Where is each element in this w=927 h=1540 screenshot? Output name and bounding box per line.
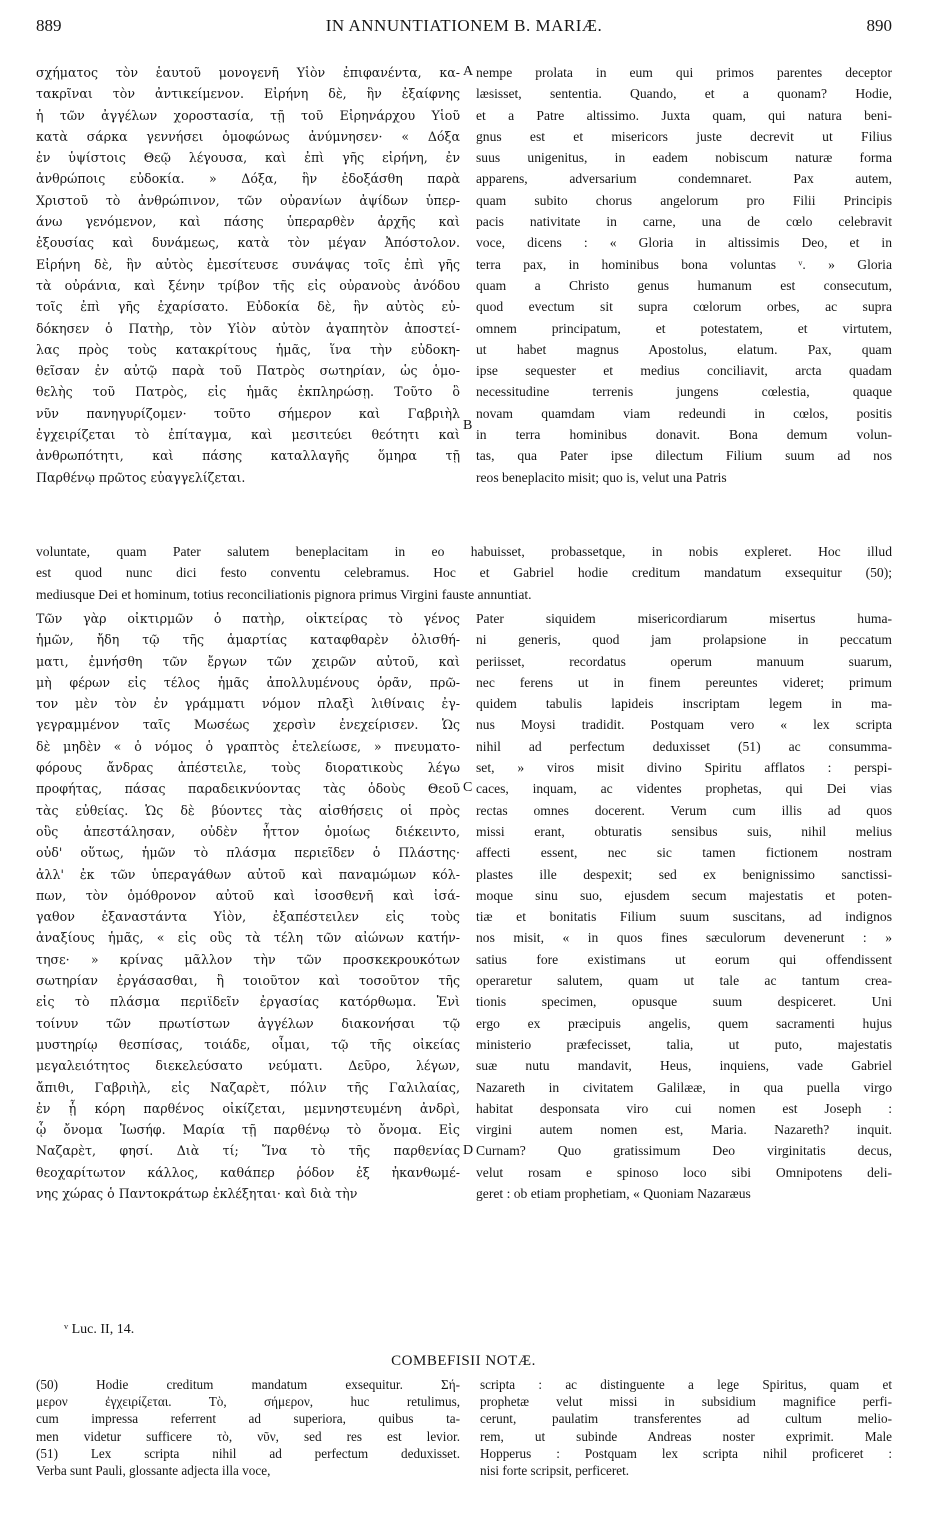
text-line: σχήματος τὸν ἑαυτοῦ μονογενῆ Υἱὸν ἐπιφανέντα, κα- — [36, 65, 460, 80]
text-line: Pater siquidem misericordiarum misertus huma- — [476, 611, 892, 626]
text-line: τησε· » κρίνας μᾶλλον τὴν τῶν προσκεκρουκότων — [36, 951, 460, 967]
text-line: caces, inquam, ac videntes prophetas, qui Dei vias — [476, 781, 892, 797]
text-line: in terra hominibus donavit. Bona demum volun- — [476, 427, 892, 443]
text-line: set, » viros misit divino Spiritu afflatos : perspi- — [476, 760, 892, 776]
text-line: σωτηρίαν ἐργάσασθαι, ἢ τοιοῦτον καὶ τοσοῦτον τῆς — [36, 973, 460, 989]
text-line: novam quamdam viam redeundi in cœlos, positis — [476, 405, 892, 421]
text-line: virgini autem nomen est, Maria. Nazareth? inquit. — [476, 1122, 892, 1138]
text-line: δὲ μηδὲν « ὁ νόμος ὁ γραπτὸς ἐτελείωσε, » πνευματο- — [36, 738, 460, 754]
text-line: μυστηρίῳ θεσπίσας, τοιάδε, οἶμαι, τῷ τῆς οἰκείας — [36, 1036, 460, 1052]
text-line: quod evectum sit supra cœlorum orbes, ac supra — [476, 299, 892, 315]
text-line: plastes ille despexit; sed ex benignissimo sanctissi- — [476, 866, 892, 882]
text-line: est quod nunc dici festo conventu celebramus. Hoc et Gabriel hodie creditum mandatum exsequitur (50); — [36, 565, 892, 581]
text-line: gnus est et misericors juste decrevit ut Filius — [476, 128, 892, 144]
text-line: nisi forte scripsit, perficeret. — [480, 1463, 630, 1479]
text-line: τοῖς ἐπὶ γῆς ἐχαρίσατο. Εὐδοκία δὲ, ἣν αὐτὸς εὐ- — [36, 299, 460, 315]
text-line: prophetæ velut missi in subsidium magnifice perfi- — [480, 1394, 892, 1410]
text-line: cum impressa referrent ad superiora, quibus ta- — [36, 1411, 460, 1427]
running-header — [36, 16, 892, 44]
text-line: Εἰρήνη δὲ, ἣν αὐτὸς ἐμεσίτευσε συνάψας τοῖς ἐπὶ γῆς — [36, 256, 460, 272]
text-line: άνω γενόμενον, καὶ πάσης ὑπεραρθὲν ἀρχῆς καὶ — [36, 214, 460, 230]
text-line: Verba sunt Pauli, glossante adjecta illa voce, — [36, 1463, 271, 1479]
text-line: ergo ex præcipuis angelis, quem sacramenti hujus — [476, 1015, 892, 1031]
text-line: (50) Hodie creditum mandatum exsequitur. Σή- — [36, 1377, 460, 1392]
text-line: πων, τὸν ὁμόθρονον αὐτοῦ καὶ ἰσοσθενῆ καὶ ἰσά- — [36, 887, 460, 903]
margin-letter-b: B — [463, 418, 473, 433]
text-line: μεγαλειότητος διεκελεύσατο νεύματι. Δεῦρο, λέγων, — [36, 1058, 460, 1074]
greek-column-upper — [36, 62, 460, 488]
text-line: tiæ et bonitatis Filium suum suscitans, ad indignos — [476, 909, 892, 925]
text-line: Curnam? Quo gratissimum Deo virginitatis decus, — [476, 1143, 892, 1159]
text-line: voluntate, quam Pater salutem beneplacitam in eo habuisset, probassetque, in nobis expleret. Hoc illud — [36, 544, 892, 559]
text-line: κατὰ σάρκα γεννήσει ὁμοφώνως ἀνύμνησεν· « Δόξα — [36, 128, 460, 144]
text-line: λας πρὸς τοὺς κατακρίτους ἡμᾶς, ἵνα τὴν εὐδοκη- — [36, 341, 460, 357]
text-line: moque sinu suo, ejusdem secum majestatis et poten- — [476, 887, 892, 903]
text-line: μερον ἐγχειρίζεται. Τὸ, σήμερον, huc retulimus, — [36, 1394, 460, 1410]
text-line: necessitudine terrenis jungens cœlestia, quaque — [476, 384, 892, 400]
latin-column-upper — [476, 62, 892, 488]
text-line: οὐδ' οὕτως, ἡμῶν τὸ πλάσμα περιεῖδεν ὁ Πλάστης· — [36, 845, 460, 861]
text-line: reos beneplacito misit; quo is, velut una Patris — [476, 469, 727, 485]
text-line: μὴ φέρων εἰς τέλος ἡμᾶς ἀπολλυμένους ὁρᾶν, πρῶ- — [36, 674, 460, 690]
running-title: IN ANNUNTIATIONEM B. MARIÆ. — [325, 16, 603, 35]
text-line: ᾧ ὄνομα Ἰωσήφ. Μαρία τῇ παρθένῳ τὸ ὄνομα. Εἰς — [36, 1122, 460, 1138]
greek-column-lower — [36, 608, 460, 1204]
text-line: Hopperus : Postquam lex scripta nihil proficeret : — [480, 1445, 892, 1461]
text-line: φόρους ἄνδρας ἀπέστειλε, τοὺς διορατικοὺς λέγω — [36, 760, 460, 776]
text-line: ἡ τῶν ἀγγέλων χοροστασία, τῇ τοῦ Εἰρηνάρχου Υἱοῦ — [36, 107, 460, 123]
notes-column-right — [480, 1376, 892, 1479]
text-line: satius fore existimans ut eorum qui offendissent — [476, 951, 892, 967]
text-line: Τῶν γὰρ οἰκτιρμῶν ὁ πατὴρ, οἰκτείρας τὸ γένος — [36, 611, 460, 626]
text-line: ἀνθρώποις εὐδοκία. » Δόξα, ἣν ἐδοξάσθη παρὰ — [36, 171, 460, 187]
margin-letter-c: C — [463, 780, 473, 795]
page-number-left: 889 — [36, 16, 62, 35]
text-line: periisset, recordatus operum manuum suarum, — [476, 653, 892, 669]
text-line: τοίνυν τῶν πρωτίστων ἀγγέλων διακονήσαι τῷ — [36, 1015, 460, 1031]
text-line: tionis specimen, opusque suum despiceret. Uni — [476, 994, 892, 1010]
text-line: γεγραμμένον ταῖς Μωσέως χερσὶν ἐνεχείρισεν. Ὡς — [36, 717, 460, 733]
text-line: et a Patre altissimo. Juxta quam, qui natura beni- — [476, 107, 892, 123]
text-line: nihil ad perfectum deduxisset (51) ac consumma- — [476, 738, 892, 754]
text-line: operaretur salutem, quam ut tale ac tantum crea- — [476, 973, 892, 989]
latin-column-lower — [476, 608, 892, 1204]
text-line: suæ nutu mandavit, Heus, inquiens, vade Gabriel — [476, 1058, 892, 1074]
text-line: nempe prolata in eum qui primos parentes deceptor — [476, 65, 892, 80]
text-line: Ναζαρὲτ, φησί. Διὰ τί; Ἵνα τὸ τῆς παρθενίας — [36, 1143, 460, 1159]
text-line: Χριστοῦ τὸ ἀνθρώπινον, τῶν οὐρανίων ἀψίδων ὑπερ- — [36, 192, 460, 208]
text-line: γαθον ἐξαναστάντα Υἱὸν, ἐξαπέστειλεν εἰς τοὺς — [36, 909, 460, 925]
text-line: ἐξουσίας καὶ δυνάμεως, κατὰ τὸν μέγαν Ἀπόστολον. — [36, 235, 460, 251]
text-line: τον μὲν τὸν ἐν γράμματι νόμον πλαξὶ λιθίναις ἐγ- — [36, 696, 460, 712]
text-line: εἰς τὸ πλάσμα περιϊδεῖν ἐργασίας κατόρθωμα. Ἑνὶ — [36, 994, 460, 1010]
notes-column-left — [36, 1376, 460, 1479]
text-line: τὰ οὐράνια, καὶ ξένην τρίβον τῆς εἰς οὐρανοὺς ἀνόδου — [36, 277, 460, 293]
text-line: ministerio præfecisset, talia, ut puto, majestatis — [476, 1036, 892, 1052]
text-line: Nazareth in civitatem Galilææ, in qua puella virgo — [476, 1079, 892, 1095]
text-line: προφήτας, πάσας παραδεικνύοντας τὰς ὁδοὺς Θεοῦ — [36, 781, 460, 797]
text-line: omnem principatum, et potestatem, et virtutem, — [476, 320, 892, 336]
text-line: ἀνθρωπότητι, καὶ πάσης καταλλαγῆς ὅμηρα τῇ — [36, 448, 460, 464]
text-line: τὰς εὐθείας. Ὡς δὲ βύοντες τὰς αἰσθήσεις οἱ πρὸς — [36, 802, 460, 818]
text-line: quidem tabulis lapideis inscriptam legem in ma- — [476, 696, 892, 712]
text-line: ἐν ὑψίστοις Θεῷ λέγουσα, καὶ ἐπὶ γῆς εἰρήνη, ἐν — [36, 150, 460, 166]
text-line: tas, qua Pater ipse dilectum Filium suum ad nos — [476, 448, 892, 464]
text-line: nos misit, « in quos fines sæculorum devenerunt : » — [476, 930, 892, 946]
text-line: missi erant, obturatis sensibus suis, nihil melius — [476, 823, 892, 839]
text-line: quam subito chorus angelorum pro Filii Principis — [476, 192, 892, 208]
text-line: ματι, ἐμνήσθη τῶν ἔργων τῶν χειρῶν αὐτοῦ, καὶ — [36, 653, 460, 669]
text-line: θεῖσαν ἐν αὐτῷ παρὰ τοῦ Πατρὸς σωτηρίαν, ὡς ὁμο- — [36, 363, 460, 379]
text-line: geret : ob etiam prophetiam, « Quoniam Nazaræus — [476, 1186, 751, 1202]
text-line: νῦν πανηγυρίζομεν· τοῦτο σήμερον καὶ Γαβριὴλ — [36, 405, 460, 421]
margin-letter-a: A — [463, 64, 474, 79]
margin-letter-d: D — [463, 1143, 474, 1158]
text-line: pacis nativitate in carne, una de cœlo celebravit — [476, 214, 892, 230]
text-line: θεοχαρίτωτον κάλλος, καθάπερ ῥόδον ἐξ ἠκανθωμέ- — [36, 1164, 460, 1180]
text-line: suus unigenitus, in eadem nobiscum naturæ forma — [476, 150, 892, 166]
text-line: nec ferens ut in finem pereuntes videret; primum — [476, 674, 892, 690]
text-line: cerunt, paulatim transferentes ad cultum melio- — [480, 1411, 892, 1427]
text-line: mediusque Dei et hominum, totius reconciliationis pignora primus Virgini fauste annuntiat. — [36, 586, 532, 602]
page-number-right: 890 — [866, 16, 892, 35]
text-line: οὓς ἀπεστάλησαν, οὐδὲν ἧττον ὁμοίως διέκειντο, — [36, 823, 460, 839]
text-line: læsisset, sententia. Quando, et a quonam? Hodie, — [476, 86, 892, 102]
text-line: affecti essent, nec sic tamen fictionem nostram — [476, 845, 892, 861]
text-line: voce, dicens : « Gloria in altissimis Deo, et in — [476, 235, 892, 251]
text-line: habitat desponsata viro cui nomen est Joseph : — [476, 1100, 892, 1116]
text-line: δόκησεν ὁ Πατὴρ, τὸν Υἱὸν αὐτὸν ἀγαπητὸν ἀποστεί- — [36, 320, 460, 336]
text-line: Παρθένῳ πρῶτος εὐαγγελίζεται. — [36, 469, 246, 485]
text-line: ἐγχειρίζεται τὸ ἐπίταγμα, καὶ μεσιτεύει θεότητι καὶ — [36, 427, 460, 443]
text-line: ἀναξίους ἡμᾶς, « εἰς οὓς τὰ τέλη τῶν αἰώνων κατήν- — [36, 930, 460, 946]
text-line: ut habet magnus Apostolus, elatum. Pax, quam — [476, 341, 892, 357]
text-line: ἡμῶν, ἤδη τῷ τῆς ἁμαρτίας καταφθαρὲν ὀλισθή- — [36, 632, 460, 648]
text-line: apparens, adversarium condemnaret. Pax autem, — [476, 171, 892, 187]
latin-full-width-passage — [36, 541, 892, 605]
notes-title: COMBEFISII NOTÆ. — [391, 1353, 536, 1369]
text-line: ni generis, quod jam prolapsione in peccatum — [476, 632, 892, 648]
text-line: τακρῖναι τὸν ἀντικείμενον. Εἰρήνη δὲ, ἣν ἐξαίφνης — [36, 86, 460, 102]
text-line: ἐν ᾗ κόρη παρθένος οἰκίζεται, μεμνηστευμένη ἀνδρὶ, — [36, 1100, 460, 1116]
text-line: ipse sequester et medius conciliavit, arcta quadam — [476, 363, 892, 379]
text-line: rectas omnes docerent. Verum cum illis ad quos — [476, 802, 892, 818]
text-line: rem, ut subinde Andreas noster exprimit. Male — [480, 1428, 892, 1444]
text-line: ἀλλ' ἐκ τῶν ὑπεραγάθων αὐτοῦ καὶ παναμώμων κόλ- — [36, 866, 460, 882]
text-line: ἄπιθι, Γαβριὴλ, εἰς Ναζαρὲτ, πόλιν τῆς Γαλιλαίας, — [36, 1079, 460, 1095]
text-line: quam a Christo genus humanum est consecutum, — [476, 277, 892, 293]
text-line: νης χώρας ὁ Παντοκράτωρ ἐκλέξηται· καὶ διὰ τὴν — [36, 1186, 358, 1202]
text-line: θελὴς τοῦ Πατρὸς, εἰς ἡμᾶς ἐκπληρώσῃ. Τοῦτο ὃ — [36, 384, 460, 400]
text-line: velut rosam e spinoso loco sibi Omnipotens deli- — [476, 1164, 892, 1180]
text-line: nus Moysi tradidit. Postquam vero « lex scripta — [476, 717, 892, 733]
footnote: ᵛ Luc. II, 14. — [64, 1322, 135, 1337]
text-line: scripta : ac distinguente a lege Spiritus, quam et — [480, 1377, 892, 1392]
text-line: (51) Lex scripta nihil ad perfectum deduxisset. — [36, 1445, 460, 1461]
text-line: men videtur sufficere τὸ, νῦν, sed res est levior. — [36, 1428, 460, 1444]
text-line: terra pax, in hominibus bona voluntas ᵛ. » Gloria — [476, 256, 892, 272]
